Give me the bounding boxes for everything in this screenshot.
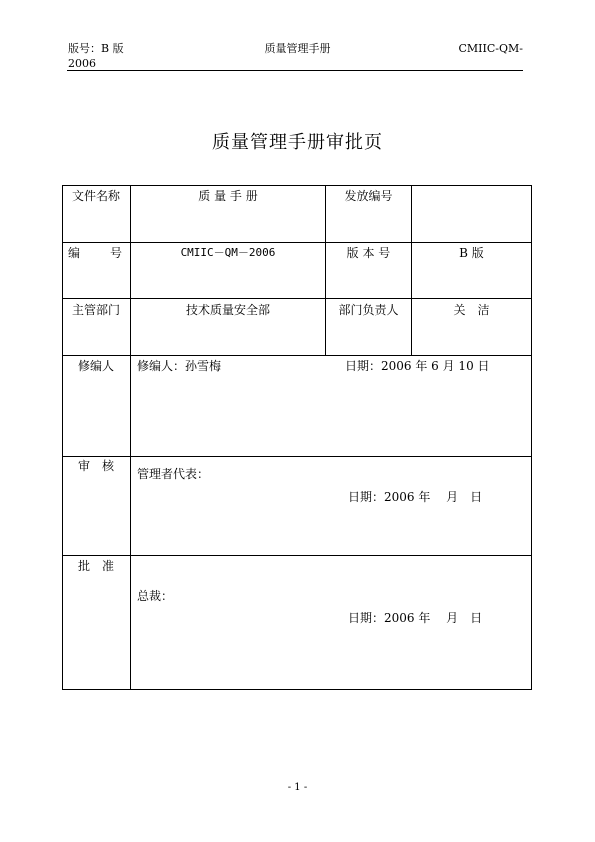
file-name-value: 质 量 手 册 [198, 189, 258, 203]
dept-value: 技术质量安全部 [185, 303, 270, 317]
approve-date: 日期：2006 年 月 日 [348, 611, 483, 625]
page-number: - 1 - [287, 782, 308, 793]
row-divider [62, 456, 532, 457]
editor-label: 修编人 [77, 359, 114, 373]
row-divider [62, 555, 532, 556]
approve-signature: 总裁： [137, 589, 174, 603]
col-divider [411, 185, 412, 355]
row-divider [62, 298, 532, 299]
review-date: 日期：2006 年 月 日 [348, 490, 483, 504]
col-divider [325, 185, 326, 355]
file-name-label: 文件名称 [71, 189, 120, 203]
page-title: 质量管理手册审批页 [212, 132, 383, 153]
header-rule [67, 70, 523, 71]
review-signature: 管理者代表： [137, 467, 210, 481]
dept-head-label: 部门负责人 [338, 303, 399, 317]
row-divider [62, 242, 532, 243]
number-label: 编 号 [67, 246, 124, 260]
dept-head-value: 关 洁 [453, 303, 490, 317]
header-doc-code: CMIIC-QM- [458, 42, 523, 55]
editor-signature: 修编人：孙雪梅 [137, 359, 222, 373]
row-divider [62, 355, 532, 356]
approve-label: 批 准 [77, 559, 114, 573]
header-manual-title: 质量管理手册 [264, 42, 331, 55]
version-value: B 版 [459, 246, 484, 260]
editor-date: 日期：2006 年 6 月 10 日 [345, 359, 490, 373]
dept-label: 主管部门 [71, 303, 120, 317]
header-version: 版号：B 版 2006 [68, 42, 124, 70]
review-label: 审 核 [77, 459, 114, 473]
version-label: 版 本 号 [346, 246, 391, 260]
issue-no-label: 发放编号 [344, 189, 393, 203]
number-value: CMIIC－QM－2006 [180, 246, 276, 259]
